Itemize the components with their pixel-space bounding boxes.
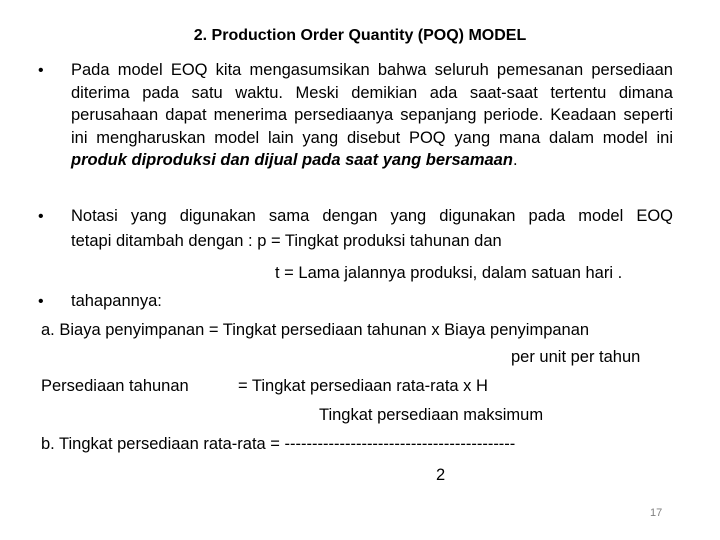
bullet-1: • — [38, 62, 44, 79]
persediaan-equation: = Tingkat persediaan rata-rata x H — [238, 377, 488, 395]
formula-a: a. Biaya penyimpanan = Tingkat persediaan tahunan x Biaya penyimpanan — [41, 321, 590, 339]
persediaan-label: Persediaan tahunan — [41, 377, 189, 395]
paragraph-pada-model — [71, 59, 673, 172]
page-number: 17 — [650, 507, 663, 519]
bullet-3: • — [38, 293, 44, 310]
formula-a-unit: per unit per tahun — [511, 348, 641, 366]
formula-b: b. Tingkat persediaan rata-rata = ------------------------------------------ — [41, 435, 516, 453]
paragraph-end: . — [512, 151, 518, 169]
paragraph-pada-model-text: Pada model EOQ kita mengasumsikan bahwa seluruh pemesanan persediaan diterima pada satu waktu. Meski demikian ada saat-saat tertentu dimana perusahaan dapat menerima persediaanya sepanjang periode. Keadaan seperti ini mengharuskan model lain yang disebut POQ yang mana dalam model ini — [71, 61, 673, 147]
bullet-2: • — [38, 208, 44, 225]
notasi-line-1: Notasi yang digunakan sama dengan yang digunakan pada model EOQ — [71, 207, 673, 225]
notasi-line-3: t = Lama jalannya produksi, dalam satuan hari . — [275, 264, 623, 282]
formula-b-numerator: Tingkat persediaan maksimum — [319, 406, 544, 424]
formula-b-denominator: 2 — [436, 466, 446, 484]
tahapan-label: tahapannya: — [71, 292, 162, 310]
paragraph-emphasis: produk diproduksi dan dijual pada saat yang bersamaan — [71, 151, 513, 169]
page-title: 2. Production Order Quantity (POQ) MODEL — [193, 27, 527, 44]
notasi-line-2: tetapi ditambah dengan : p = Tingkat produksi tahunan dan — [71, 232, 502, 250]
